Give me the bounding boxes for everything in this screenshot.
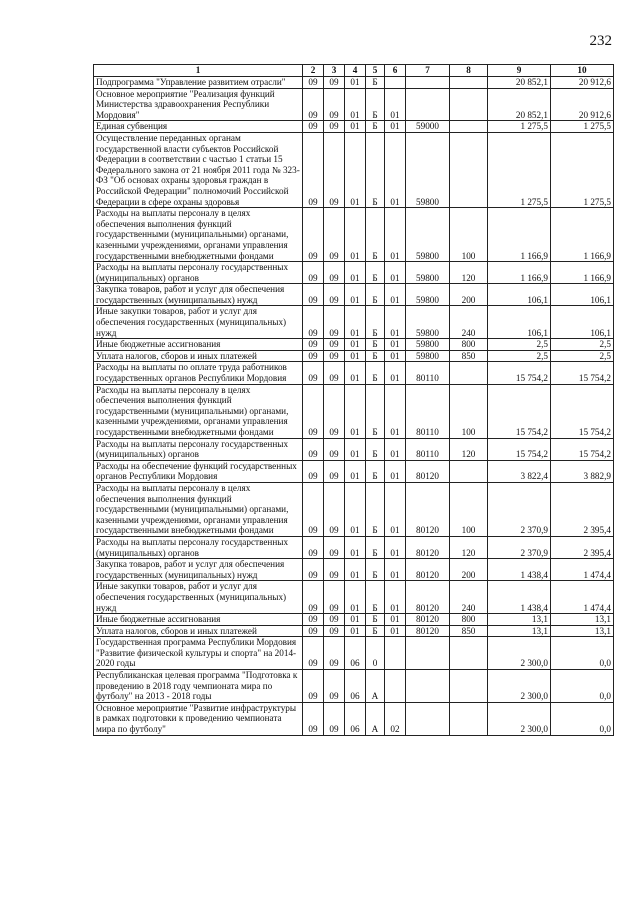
cell-code: 09 — [324, 77, 345, 89]
cell-code: А — [366, 702, 385, 735]
column-header: 2 — [303, 65, 324, 77]
row-description: Закупка товаров, работ и услуг для обеспечения государственных (муниципальных) нужд — [94, 559, 303, 581]
cell-code: 01 — [385, 284, 406, 306]
cell-code: 01 — [345, 384, 366, 438]
cell-code: 09 — [324, 121, 345, 133]
cell-code: Б — [366, 625, 385, 637]
cell-code: 06 — [345, 670, 366, 703]
cell-code: 850 — [450, 350, 488, 362]
cell-code: 06 — [345, 702, 366, 735]
cell-amount: 20 852,1 — [488, 77, 551, 89]
table-row — [94, 362, 614, 384]
cell-code — [450, 637, 488, 670]
cell-code: Б — [366, 362, 385, 384]
cell-code: 09 — [324, 132, 345, 207]
cell-code: 100 — [450, 384, 488, 438]
cell-code: Б — [366, 350, 385, 362]
cell-code: Б — [366, 384, 385, 438]
table-row — [94, 208, 614, 262]
cell-code: 01 — [385, 306, 406, 339]
cell-code — [450, 77, 488, 89]
cell-amount: 13,1 — [488, 614, 551, 626]
cell-code — [450, 670, 488, 703]
row-description: Единая субвенция — [94, 121, 303, 133]
cell-code: 800 — [450, 339, 488, 351]
cell-code: 59800 — [406, 262, 450, 284]
cell-code: 09 — [324, 559, 345, 581]
cell-amount: 3 822,4 — [488, 460, 551, 482]
cell-code: Б — [366, 460, 385, 482]
cell-code: 01 — [385, 614, 406, 626]
cell-code — [406, 637, 450, 670]
cell-code: 01 — [345, 284, 366, 306]
cell-code: 80110 — [406, 362, 450, 384]
cell-amount: 2,5 — [488, 350, 551, 362]
cell-code: 80120 — [406, 625, 450, 637]
cell-code: 01 — [385, 581, 406, 614]
cell-code — [450, 362, 488, 384]
table-row — [94, 88, 614, 121]
cell-amount: 2 300,0 — [488, 637, 551, 670]
table-row — [94, 384, 614, 438]
column-number-row — [94, 65, 614, 77]
cell-amount: 106,1 — [551, 306, 614, 339]
cell-amount: 1 275,5 — [488, 132, 551, 207]
cell-code: 01 — [345, 88, 366, 121]
cell-code: 09 — [324, 384, 345, 438]
cell-amount: 106,1 — [488, 306, 551, 339]
cell-code: 09 — [303, 625, 324, 637]
cell-code: 59800 — [406, 208, 450, 262]
cell-code: Б — [366, 284, 385, 306]
cell-code: 01 — [385, 339, 406, 351]
cell-code: 01 — [385, 536, 406, 558]
cell-code: 09 — [324, 88, 345, 121]
cell-code: 120 — [450, 438, 488, 460]
table-row — [94, 339, 614, 351]
cell-code: 59800 — [406, 306, 450, 339]
cell-code: 09 — [303, 350, 324, 362]
cell-code: 01 — [345, 438, 366, 460]
budget-table — [93, 64, 614, 736]
cell-code: 01 — [385, 482, 406, 536]
cell-code: 09 — [324, 306, 345, 339]
row-description: Уплата налогов, сборов и иных платежей — [94, 350, 303, 362]
row-description: Иные закупки товаров, работ и услуг для обеспечения государственных (муниципальных) нужд — [94, 306, 303, 339]
cell-code — [406, 670, 450, 703]
cell-amount: 15 754,2 — [488, 384, 551, 438]
cell-amount: 20 912,6 — [551, 88, 614, 121]
cell-code: Б — [366, 438, 385, 460]
cell-code: 09 — [303, 306, 324, 339]
table-row — [94, 670, 614, 703]
column-header: 5 — [366, 65, 385, 77]
cell-code: 01 — [345, 536, 366, 558]
row-description: Расходы на выплаты персоналу в целях обеспечения выполнения функций государственными (муниципальными) органами, казенными учреждениями, органами управления государственными внебюджетными фондами — [94, 384, 303, 438]
cell-code: 80110 — [406, 384, 450, 438]
cell-code: 01 — [385, 362, 406, 384]
cell-amount: 0,0 — [551, 670, 614, 703]
cell-amount: 13,1 — [488, 625, 551, 637]
cell-code: 09 — [303, 670, 324, 703]
cell-code: 80120 — [406, 581, 450, 614]
cell-code: 01 — [345, 77, 366, 89]
cell-code: Б — [366, 306, 385, 339]
cell-code: Б — [366, 208, 385, 262]
cell-code: 09 — [324, 208, 345, 262]
cell-code: 100 — [450, 208, 488, 262]
cell-amount: 20 852,1 — [488, 88, 551, 121]
table-row — [94, 482, 614, 536]
cell-code: 240 — [450, 581, 488, 614]
cell-code: 09 — [303, 77, 324, 89]
cell-code: Б — [366, 482, 385, 536]
cell-code: 09 — [303, 637, 324, 670]
cell-code — [450, 460, 488, 482]
cell-code: 09 — [303, 536, 324, 558]
cell-amount: 3 882,9 — [551, 460, 614, 482]
cell-code: 01 — [345, 559, 366, 581]
cell-code: Б — [366, 581, 385, 614]
cell-code: 09 — [324, 625, 345, 637]
cell-code: 120 — [450, 262, 488, 284]
cell-code: 09 — [324, 339, 345, 351]
table-row — [94, 132, 614, 207]
cell-amount: 1 474,4 — [551, 581, 614, 614]
cell-code: Б — [366, 121, 385, 133]
row-description: Иные бюджетные ассигнования — [94, 339, 303, 351]
cell-code: 01 — [345, 208, 366, 262]
cell-code: 01 — [385, 625, 406, 637]
cell-code: 01 — [345, 460, 366, 482]
cell-amount: 1 166,9 — [488, 208, 551, 262]
cell-code: 09 — [324, 350, 345, 362]
cell-code: Б — [366, 614, 385, 626]
table-row — [94, 625, 614, 637]
cell-code: 09 — [303, 121, 324, 133]
cell-code: 09 — [303, 262, 324, 284]
row-description: Расходы на выплаты персоналу государственных (муниципальных) органов — [94, 438, 303, 460]
cell-code: 09 — [324, 438, 345, 460]
cell-amount: 2,5 — [488, 339, 551, 351]
cell-code: Б — [366, 77, 385, 89]
cell-code: 800 — [450, 614, 488, 626]
cell-code: 01 — [385, 384, 406, 438]
cell-code: 09 — [324, 460, 345, 482]
cell-code: 100 — [450, 482, 488, 536]
cell-amount: 13,1 — [551, 625, 614, 637]
column-header: 8 — [450, 65, 488, 77]
cell-code: 01 — [345, 339, 366, 351]
cell-code: 240 — [450, 306, 488, 339]
cell-amount: 1 438,4 — [488, 559, 551, 581]
cell-code: 01 — [345, 625, 366, 637]
cell-code: Б — [366, 536, 385, 558]
cell-code: 09 — [324, 581, 345, 614]
cell-code: 59000 — [406, 121, 450, 133]
cell-code: 09 — [324, 702, 345, 735]
cell-code — [406, 88, 450, 121]
cell-code: 01 — [385, 350, 406, 362]
cell-amount: 1 166,9 — [488, 262, 551, 284]
cell-code: Б — [366, 88, 385, 121]
row-description: Закупка товаров, работ и услуг для обеспечения государственных (муниципальных) нужд — [94, 284, 303, 306]
row-description: Основное мероприятие "Реализация функций Министерства здравоохранения Республики Мордовия" — [94, 88, 303, 121]
table-row — [94, 460, 614, 482]
row-description: Подпрограмма "Управление развитием отрасли" — [94, 77, 303, 89]
cell-amount: 20 912,6 — [551, 77, 614, 89]
cell-code: 01 — [345, 306, 366, 339]
row-description: Расходы на выплаты персоналу государственных (муниципальных) органов — [94, 262, 303, 284]
cell-code: 80110 — [406, 438, 450, 460]
cell-code: 59800 — [406, 132, 450, 207]
column-header: 7 — [406, 65, 450, 77]
cell-amount: 2 395,4 — [551, 482, 614, 536]
cell-amount: 1 166,9 — [551, 208, 614, 262]
table-row — [94, 121, 614, 133]
cell-code: Б — [366, 559, 385, 581]
cell-code: 09 — [324, 362, 345, 384]
cell-code: 09 — [303, 460, 324, 482]
cell-code: 09 — [303, 384, 324, 438]
cell-code: 01 — [345, 362, 366, 384]
cell-code — [450, 88, 488, 121]
cell-code: 09 — [303, 559, 324, 581]
cell-code: 09 — [324, 284, 345, 306]
cell-code: Б — [366, 339, 385, 351]
cell-code: 200 — [450, 284, 488, 306]
cell-code: 01 — [345, 262, 366, 284]
cell-code: 80120 — [406, 482, 450, 536]
cell-amount: 2,5 — [551, 339, 614, 351]
cell-code — [385, 637, 406, 670]
cell-code: А — [366, 670, 385, 703]
cell-code: 01 — [385, 262, 406, 284]
cell-amount: 106,1 — [551, 284, 614, 306]
cell-amount: 1 166,9 — [551, 262, 614, 284]
cell-code: 01 — [345, 581, 366, 614]
cell-amount: 1 275,5 — [488, 121, 551, 133]
row-description: Расходы на выплаты персоналу в целях обеспечения выполнения функций государственными (муниципальными) органами, казенными учреждениями, органами управления государственными внебюджетными фондами — [94, 208, 303, 262]
cell-code — [450, 132, 488, 207]
cell-code: 200 — [450, 559, 488, 581]
table-row — [94, 77, 614, 89]
cell-amount: 1 275,5 — [551, 121, 614, 133]
cell-code: 01 — [385, 559, 406, 581]
table-row — [94, 559, 614, 581]
cell-code — [385, 77, 406, 89]
cell-code: 09 — [324, 482, 345, 536]
column-header: 3 — [324, 65, 345, 77]
cell-code: 09 — [303, 614, 324, 626]
cell-code: 0 — [366, 637, 385, 670]
row-description: Основное мероприятие "Развитие инфраструктуры в рамках подготовки к проведению чемпионата мира по футболу" — [94, 702, 303, 735]
table-row — [94, 581, 614, 614]
cell-code: 09 — [303, 208, 324, 262]
cell-amount: 15 754,2 — [488, 362, 551, 384]
row-description: Осуществление переданных органам государственной власти субъектов Российской Федерации в соответствии с частью 1 статьи 15 Федерального закона от 21 ноября 2011 года № 323-ФЗ "Об основах охраны здоровья граждан в Российской Федерации" полномочий Российской Федерации в сфере охраны здоровья — [94, 132, 303, 207]
cell-code: 80120 — [406, 460, 450, 482]
cell-code: 01 — [345, 132, 366, 207]
cell-code: 01 — [385, 132, 406, 207]
cell-code: 59800 — [406, 339, 450, 351]
cell-code: 09 — [303, 702, 324, 735]
cell-amount: 15 754,2 — [551, 438, 614, 460]
row-description: Расходы на выплаты по оплате труда работников государственных органов Республики Мордовия — [94, 362, 303, 384]
cell-code: 01 — [345, 350, 366, 362]
cell-code: 120 — [450, 536, 488, 558]
cell-code: 09 — [303, 362, 324, 384]
row-description: Иные бюджетные ассигнования — [94, 614, 303, 626]
row-description: Государственная программа Республики Мордовия "Развитие физической культуры и спорта" на 2014-2020 годы — [94, 637, 303, 670]
cell-code: 09 — [303, 581, 324, 614]
cell-code: 01 — [385, 121, 406, 133]
cell-amount: 15 754,2 — [488, 438, 551, 460]
cell-code: 80120 — [406, 614, 450, 626]
table-row — [94, 438, 614, 460]
table-row — [94, 284, 614, 306]
cell-code: 01 — [385, 460, 406, 482]
cell-code: 09 — [303, 284, 324, 306]
cell-code: 02 — [385, 702, 406, 735]
table-row — [94, 262, 614, 284]
cell-code: 09 — [324, 614, 345, 626]
table-row — [94, 702, 614, 735]
cell-code: 80120 — [406, 559, 450, 581]
column-header: 10 — [551, 65, 614, 77]
row-description: Расходы на обеспечение функций государственных органов Республики Мордовия — [94, 460, 303, 482]
cell-amount: 2 300,0 — [488, 670, 551, 703]
cell-code: 09 — [303, 482, 324, 536]
cell-code: 09 — [324, 536, 345, 558]
cell-code — [450, 702, 488, 735]
cell-amount: 13,1 — [551, 614, 614, 626]
column-header: 6 — [385, 65, 406, 77]
cell-code: 09 — [303, 88, 324, 121]
cell-amount: 15 754,2 — [551, 384, 614, 438]
cell-code — [406, 702, 450, 735]
cell-code: 01 — [385, 88, 406, 121]
cell-amount: 2 300,0 — [488, 702, 551, 735]
cell-code: 01 — [385, 208, 406, 262]
cell-code: 01 — [385, 438, 406, 460]
cell-amount: 1 474,4 — [551, 559, 614, 581]
cell-code: 80120 — [406, 536, 450, 558]
cell-amount: 2 370,9 — [488, 536, 551, 558]
cell-amount: 0,0 — [551, 702, 614, 735]
cell-amount: 2 370,9 — [488, 482, 551, 536]
row-description: Республиканская целевая программа "Подготовка к проведению в 2018 году чемпионата мира по футболу" на 2013 - 2018 годы — [94, 670, 303, 703]
cell-code: 09 — [324, 637, 345, 670]
table-row — [94, 350, 614, 362]
cell-code: 59800 — [406, 350, 450, 362]
cell-code: 09 — [303, 339, 324, 351]
cell-code: 59800 — [406, 284, 450, 306]
cell-code: 01 — [345, 121, 366, 133]
cell-code: 850 — [450, 625, 488, 637]
cell-amount: 1 275,5 — [551, 132, 614, 207]
column-header: 4 — [345, 65, 366, 77]
cell-code: 09 — [324, 670, 345, 703]
cell-code: 01 — [345, 482, 366, 536]
cell-code: 06 — [345, 637, 366, 670]
cell-amount: 2 395,4 — [551, 536, 614, 558]
column-header: 9 — [488, 65, 551, 77]
cell-code: Б — [366, 262, 385, 284]
row-description: Уплата налогов, сборов и иных платежей — [94, 625, 303, 637]
table-row — [94, 614, 614, 626]
cell-code: 09 — [303, 132, 324, 207]
cell-code — [385, 670, 406, 703]
cell-code: 01 — [345, 614, 366, 626]
table-row — [94, 306, 614, 339]
cell-amount: 1 438,4 — [488, 581, 551, 614]
cell-code: 09 — [303, 438, 324, 460]
cell-code — [450, 121, 488, 133]
cell-amount: 2,5 — [551, 350, 614, 362]
cell-code: Б — [366, 132, 385, 207]
table-row — [94, 637, 614, 670]
column-header: 1 — [94, 65, 303, 77]
page-number: 232 — [589, 33, 612, 49]
cell-amount: 0,0 — [551, 637, 614, 670]
row-description: Расходы на выплаты персоналу в целях обеспечения выполнения функций государственными (муниципальными) органами, казенными учреждениями, органами управления государственными внебюджетными фондами — [94, 482, 303, 536]
cell-amount: 15 754,2 — [551, 362, 614, 384]
cell-code: 09 — [324, 262, 345, 284]
cell-code — [406, 77, 450, 89]
table-row — [94, 536, 614, 558]
row-description: Расходы на выплаты персоналу государственных (муниципальных) органов — [94, 536, 303, 558]
cell-amount: 106,1 — [488, 284, 551, 306]
row-description: Иные закупки товаров, работ и услуг для обеспечения государственных (муниципальных) нужд — [94, 581, 303, 614]
